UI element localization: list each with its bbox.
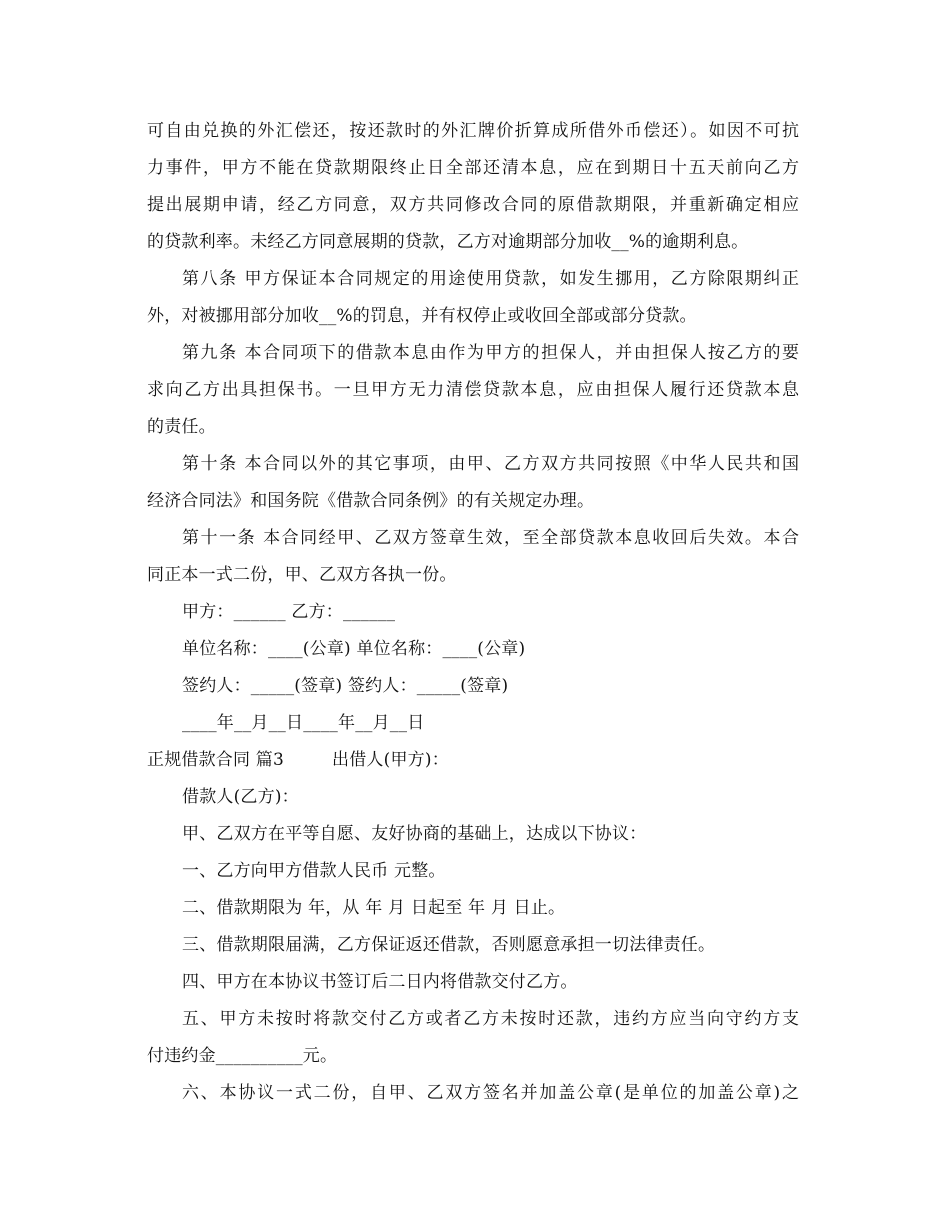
text-line: 的责任。 bbox=[147, 417, 216, 437]
lender-label: 出借人(甲方)： bbox=[332, 750, 449, 770]
article-11-line: 第十一条 本合同经甲、乙双方签章生效，至全部贷款本息收回后失效。本合 bbox=[182, 528, 799, 548]
text-line: 付违约金__________元。 bbox=[147, 1046, 338, 1066]
clause-3: 三、借款期限届满，乙方保证返还借款，否则愿意承担一切法律责任。 bbox=[182, 935, 716, 955]
clause-6: 六、本协议一式二份，自甲、乙双方签名并加盖公章(是单位的加盖公章)之 bbox=[182, 1083, 799, 1103]
signatory-line: 签约人：_____(签章) 签约人：_____(签章) bbox=[182, 676, 509, 696]
unit-name-line: 单位名称：____(公章) 单位名称：____(公章) bbox=[182, 639, 526, 659]
article-9-line: 第九条 本合同项下的借款本息由作为甲方的担保人，并由担保人按乙方的要 bbox=[182, 343, 799, 363]
text-line: 的贷款利率。未经乙方同意展期的贷款，乙方对逾期部分加收__%的逾期利息。 bbox=[147, 232, 749, 252]
clause-5: 五、甲方未按时将款交付乙方或者乙方未按时还款，违约方应当向守约方支 bbox=[182, 1009, 799, 1029]
borrower-label: 借款人(乙方)： bbox=[182, 787, 299, 807]
section-heading-line bbox=[147, 749, 449, 771]
text-line: 力事件，甲方不能在贷款期限终止日全部还清本息，应在到期日十五天前向乙方 bbox=[147, 158, 799, 178]
party-signature-line: 甲方：______ 乙方：______ bbox=[182, 602, 396, 622]
text-line: 提出展期申请，经乙方同意，双方共同修改合同的原借款期限，并重新确定相应 bbox=[147, 195, 799, 215]
text-line: 外，对被挪用部分加收__%的罚息，并有权停止或收回全部或部分贷款。 bbox=[147, 306, 697, 326]
clause-4: 四、甲方在本协议书签订后二日内将借款交付乙方。 bbox=[182, 972, 578, 992]
text-line: 求向乙方出具担保书。一旦甲方无力清偿贷款本息，应由担保人履行还贷款本息 bbox=[147, 380, 799, 400]
article-10-line: 第十条 本合同以外的其它事项，由甲、乙方双方共同按照《中华人民共和国 bbox=[182, 454, 799, 474]
text-line: 经济合同法》和国务院《借款合同条例》的有关规定办理。 bbox=[147, 491, 595, 511]
text-line: 甲、乙双方在平等自愿、友好协商的基础上，达成以下协议： bbox=[182, 824, 647, 844]
clause-2: 二、借款期限为 年，从 年 月 日起至 年 月 日止。 bbox=[182, 898, 566, 918]
text-line: 可自由兑换的外汇偿还，按还款时的外汇牌价折算成所借外币偿还）。如因不可抗 bbox=[147, 121, 799, 141]
clause-1: 一、乙方向甲方借款人民币 元整。 bbox=[182, 861, 446, 881]
text-line: 同正本一式二份，甲、乙双方各执一份。 bbox=[147, 565, 457, 585]
date-line: ____年__月__日____年__月__日 bbox=[182, 713, 425, 733]
article-8-line: 第八条 甲方保证本合同规定的用途使用贷款，如发生挪用，乙方除限期纠正 bbox=[182, 269, 799, 289]
section-heading: 正规借款合同 篇3 bbox=[147, 750, 285, 770]
